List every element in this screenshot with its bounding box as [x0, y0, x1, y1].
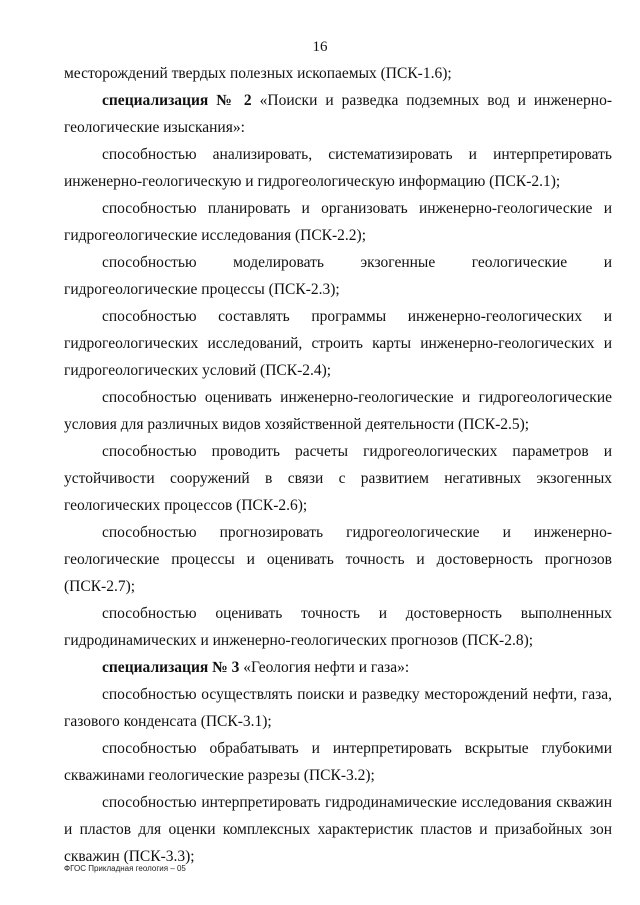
document-footer: ФГОС Прикладная геология – 05 [64, 864, 186, 873]
specialization-heading-3 [64, 654, 612, 681]
competency-item: способностью проводить расчеты гидрогеологических параметров и устойчивости сооружений в связи с развитием негативных экзогенных геологических процессов (ПСК-2.6); [64, 443, 612, 514]
competency-item: способностью прогнозировать гидрогеологические и инженерно-геологические процессы и оценивать точность и достоверность прогнозов (ПСК-2.7); [64, 524, 612, 595]
specialization-label: специализация № 2 [102, 92, 252, 109]
competency-item: способностью осуществлять поиски и разведку месторождений нефти, газа, газового конденсата (ПСК-3.1); [64, 686, 612, 730]
specialization-heading-2 [64, 87, 612, 141]
competency-item: способностью моделировать экзогенные геологические и гидрогеологические процессы (ПСК-2.3); [64, 254, 612, 298]
competency-item: способностью интерпретировать гидродинамические исследования скважин и пластов для оценки комплексных характеристик пластов и призабойных зон скважин (ПСК-3.3); [64, 794, 612, 865]
page-number: 16 [312, 39, 328, 55]
competency-item: способностью анализировать, систематизировать и интерпретировать инженерно-геологическую и гидрогеологическую информацию (ПСК-2.1); [64, 146, 612, 190]
competency-item: способностью планировать и организовать инженерно-геологические и гидрогеологические исследования (ПСК-2.2); [64, 200, 612, 244]
competency-item: способностью оценивать инженерно-геологические и гидрогеологические условия для различных видов хозяйственной деятельности (ПСК-2.5); [64, 389, 612, 433]
competency-item: способностью оценивать точность и достоверность выполненных гидродинамических и инженерно-геологических прогнозов (ПСК-2.8); [64, 605, 612, 649]
competency-item: способностью составлять программы инженерно-геологических и гидрогеологических исследований, строить карты инженерно-геологических и гидрогеологических условий (ПСК-2.4); [64, 308, 612, 379]
specialization-title: «Геология нефти и газа»: [239, 659, 410, 676]
competency-item: способностью обрабатывать и интерпретировать вскрытые глубокими скважинами геологические разрезы (ПСК-3.2); [64, 740, 612, 784]
specialization-title: «Поиски и разведка подземных вод и инженерно-геологические изыскания»: [64, 92, 612, 136]
specialization-label: специализация № 3 [102, 659, 240, 676]
document-body [64, 60, 612, 870]
continuation-paragraph: месторождений твердых полезных ископаемых (ПСК-1.6); [64, 65, 452, 82]
